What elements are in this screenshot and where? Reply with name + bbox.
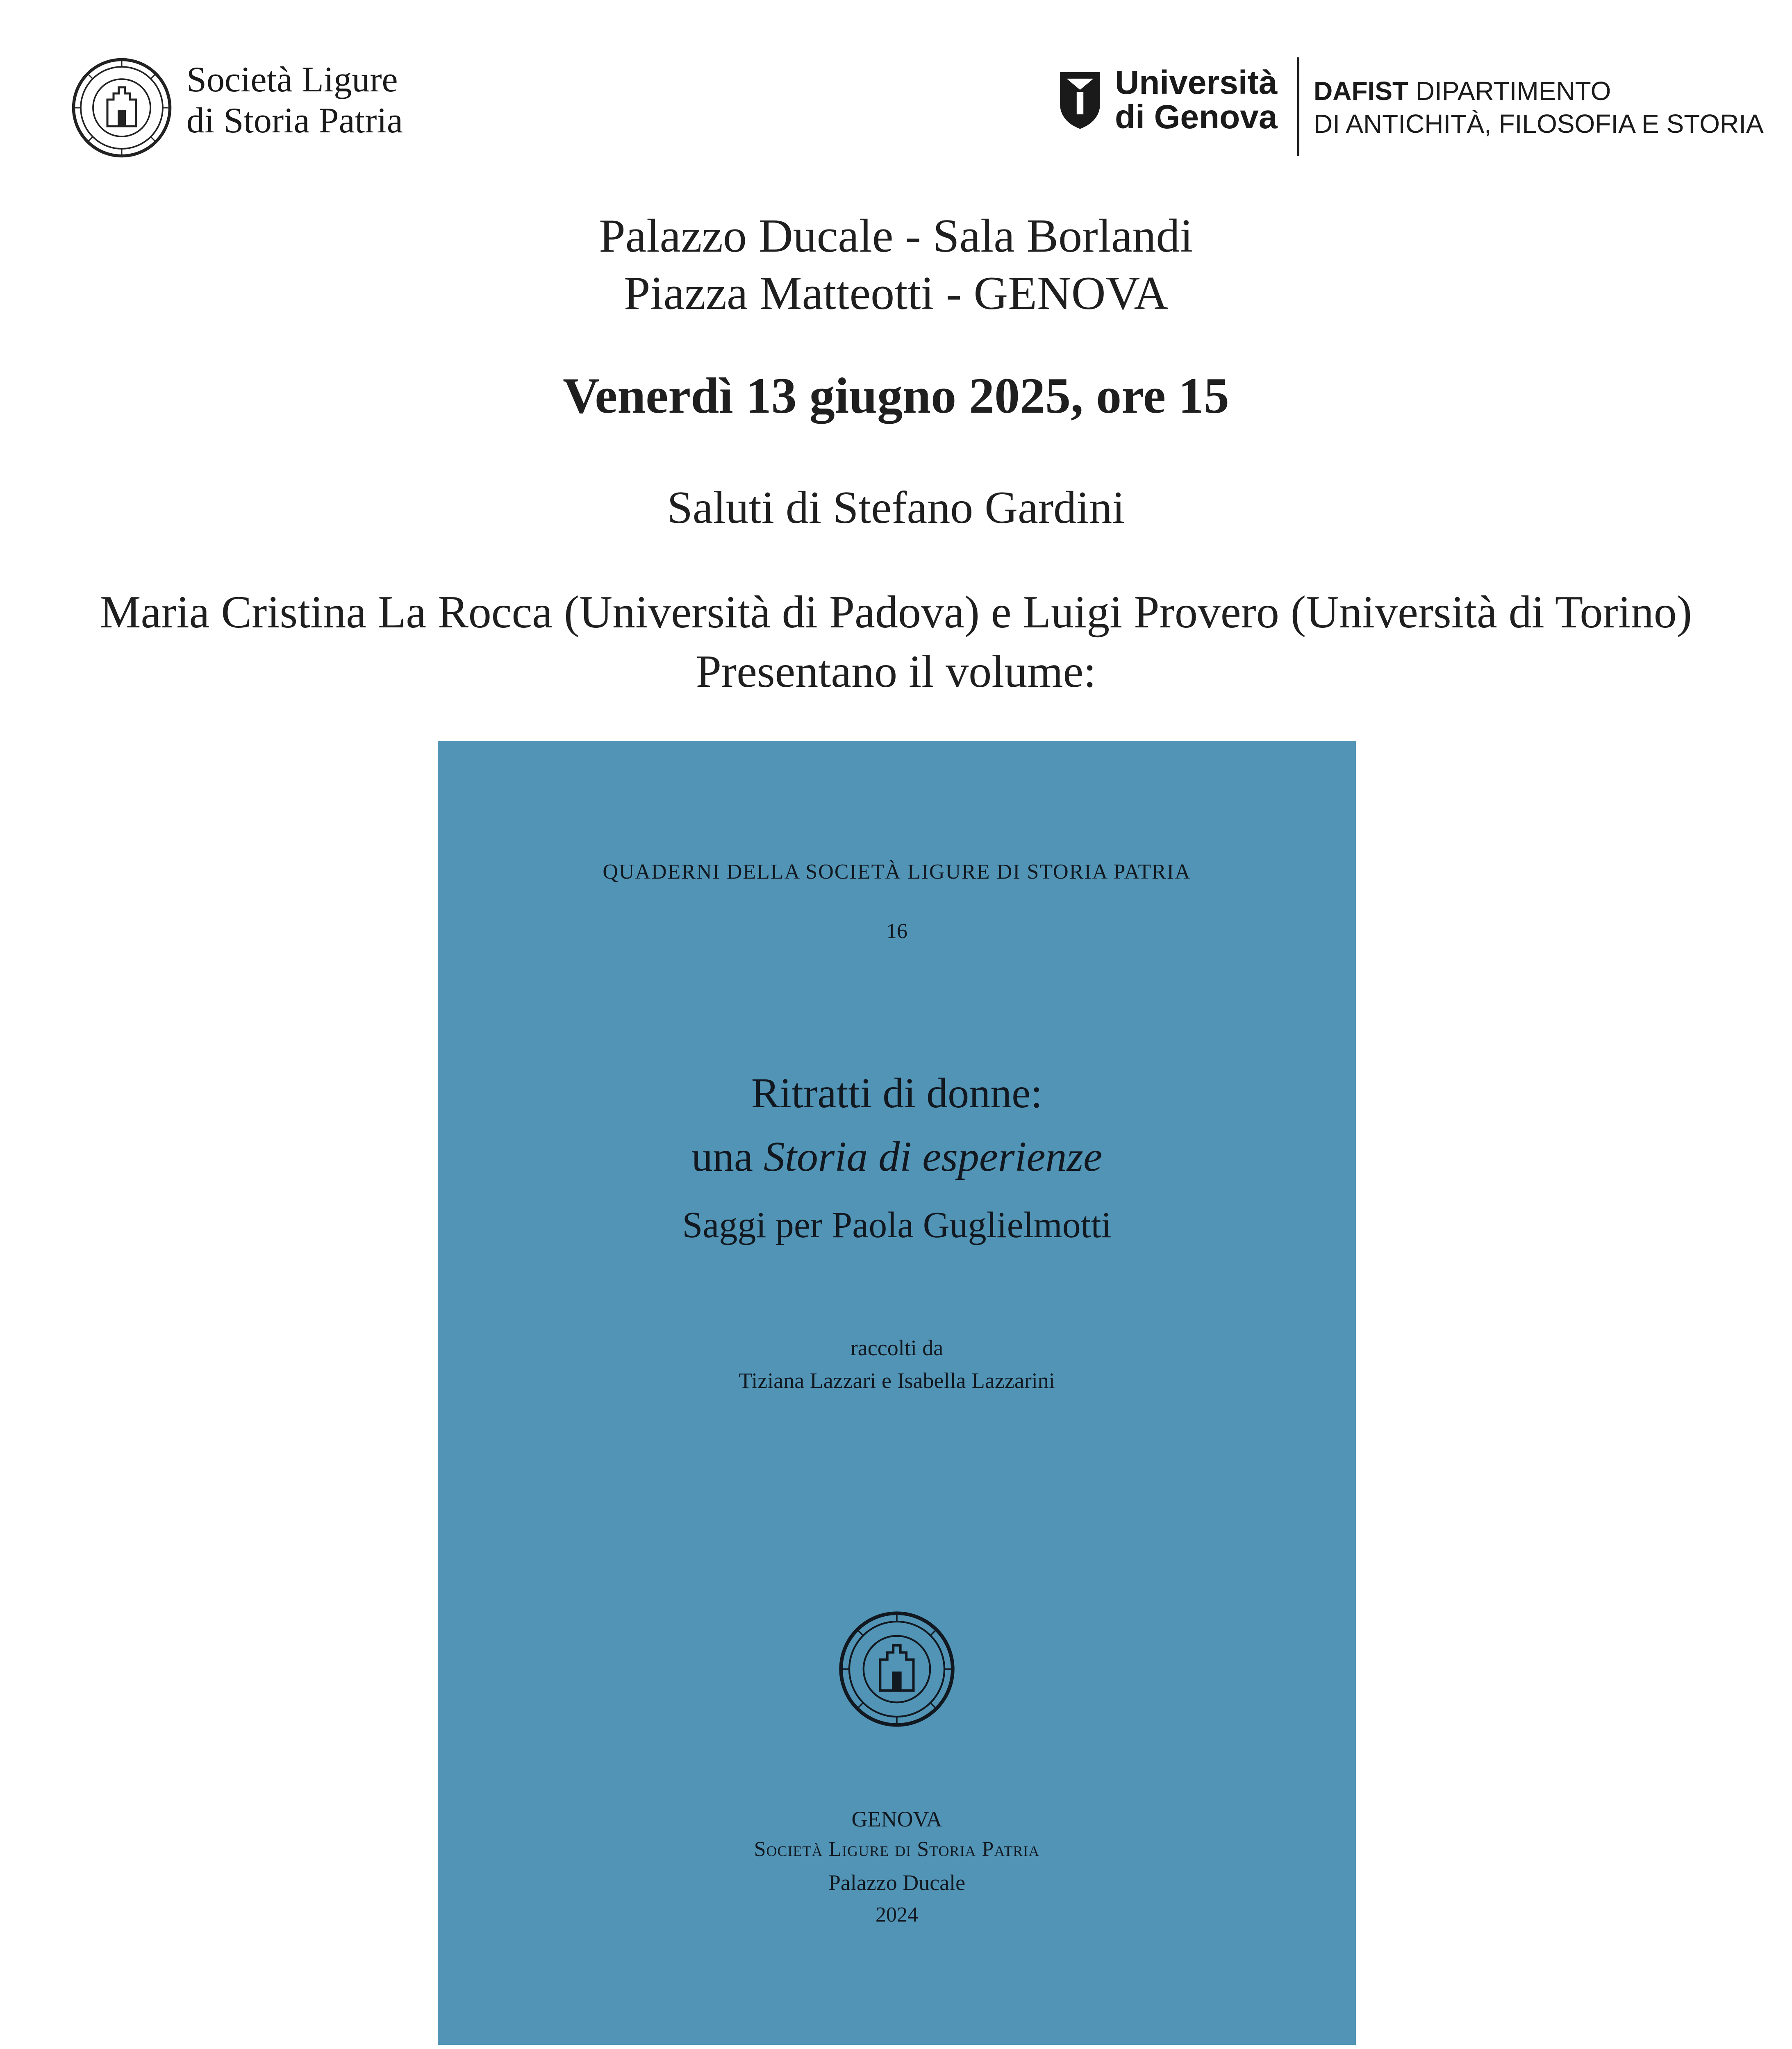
cover-title-line2-italic: Storia di esperienze xyxy=(764,1133,1103,1180)
cover-series: QUADERNI DELLA SOCIETÀ LIGURE DI STORIA PATRIA xyxy=(603,860,1191,884)
unige-name xyxy=(1115,66,1278,134)
dept-line2: DI ANTICHITÀ, FILOSOFIA E STORIA xyxy=(1314,109,1764,139)
unige-shield-icon xyxy=(1057,70,1103,131)
venue-line2: Piazza Matteotti - GENOVA xyxy=(623,267,1169,320)
society-seal-icon xyxy=(837,1610,956,1729)
cover-publisher: Società Ligure di Storia Patria xyxy=(754,1838,1040,1861)
cover-subtitle: Saggi per Paola Guglielmotti xyxy=(682,1205,1112,1245)
book-cover xyxy=(438,741,1356,2045)
unige-name-line2: di Genova xyxy=(1115,98,1278,136)
cover-collected-by: raccolti da xyxy=(850,1336,944,1360)
event-date: Venerdì 13 giugno 2025, ore 15 xyxy=(563,368,1229,424)
greetings: Saluti di Stefano Gardini xyxy=(667,482,1125,533)
society-name-line1: Società Ligure xyxy=(186,60,398,100)
dept-line1: DIPARTIMENTO xyxy=(1415,76,1611,106)
dept-abbrev: DAFIST xyxy=(1314,76,1409,106)
cover-title-line2-pre: una xyxy=(691,1133,764,1180)
cover-title-line2 xyxy=(438,1132,1356,1181)
society-name-line2: di Storia Patria xyxy=(186,101,403,141)
logo-divider xyxy=(1297,57,1299,156)
venue-line1: Palazzo Ducale - Sala Borlandi xyxy=(599,210,1193,262)
cover-place: Palazzo Ducale xyxy=(828,1870,966,1895)
unige-name-line1: Università xyxy=(1115,64,1278,101)
cover-year: 2024 xyxy=(876,1903,918,1926)
speakers: Maria Cristina La Rocca (Università di Padova) e Luigi Provero (Università di Torino) xyxy=(100,587,1692,638)
society-name xyxy=(186,59,403,141)
cover-title-line1: Ritratti di donne: xyxy=(751,1070,1043,1117)
cover-editors: Tiziana Lazzari e Isabella Lazzarini xyxy=(739,1368,1055,1393)
society-seal-icon xyxy=(70,57,173,159)
department-name xyxy=(1314,75,1764,140)
cover-city: GENOVA xyxy=(851,1807,942,1831)
cover-number: 16 xyxy=(886,920,907,943)
presenting-label: Presentano il volume: xyxy=(696,646,1096,697)
